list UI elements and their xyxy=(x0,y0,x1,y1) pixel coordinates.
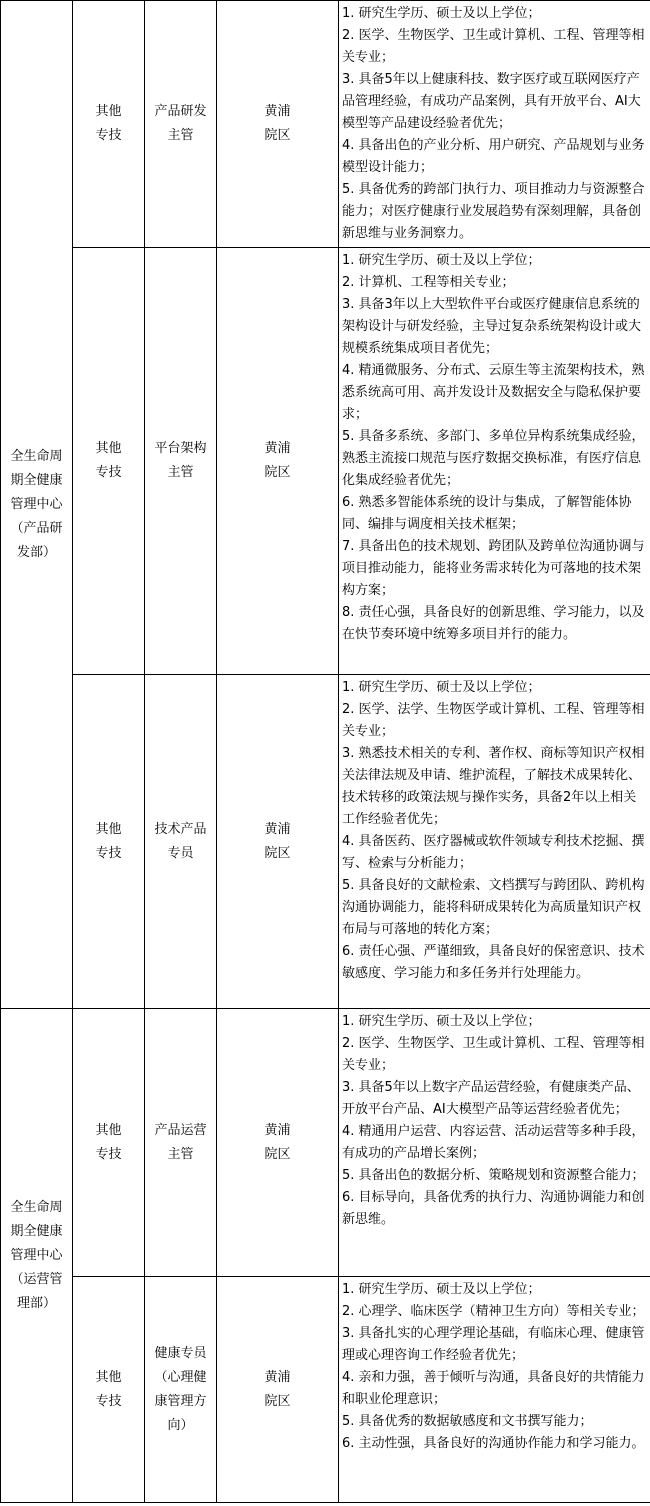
requirement-item: 1. 研究生学历、硕士及以上学位； xyxy=(342,253,541,268)
requirement-item: 3. 熟悉技术相关的专利、著作权、商标等知识产权相关法律法规及申请、维护流程，了解技术成果转化、技术转移的政策法规与操作实务，具备2年以上相关工作经验者优先； xyxy=(342,746,645,827)
requirement-item: 6. 主动性强，具备良好的沟通协作能力和学习能力。 xyxy=(342,1436,645,1451)
requirement-item: 4. 精通微服务、分布式、云原生等主流架构技术，熟悉系统高可用、高并发设计及数据安全与隐私保护要求； xyxy=(342,363,645,422)
requirement-item: 3. 具备3年以上大型软件平台或医疗健康信息系统的架构设计与研发经验，主导过复杂系统架构设计或大规模系统集成项目者优先； xyxy=(342,297,642,356)
requirement-item: 5. 具备出色的数据分析、策略规划和资源整合能力； xyxy=(342,1168,645,1183)
requirement-item: 7. 具备出色的技术规划、跨团队及跨单位沟通协调与项目推动能力，能将业务需求转化为可落地的技术架构方案； xyxy=(342,539,645,598)
requirement-item: 8. 责任心强，具备良好的创新思维、学习能力，以及在快节奏环境中统筹多项目并行的能力。 xyxy=(342,605,645,642)
location-cell: 黄浦 院区 xyxy=(217,1,339,248)
position-title-cell: 健康专员 （心理健 康管理方 向） xyxy=(145,1277,217,1503)
requirement-item: 4. 精通用户运营、内容运营、活动运营等多种手段，有成功的产品增长案例； xyxy=(342,1124,645,1161)
table-row xyxy=(1,1,650,248)
table-row xyxy=(1,675,650,1009)
requirement-item: 1. 研究生学历、硕士及以上学位； xyxy=(342,680,541,695)
category-cell: 其他 专技 xyxy=(73,1277,145,1503)
category-cell: 其他 专技 xyxy=(73,248,145,675)
location-cell: 黄浦 院区 xyxy=(217,248,339,675)
table-row xyxy=(1,248,650,675)
position-title-cell: 平台架构 主管 xyxy=(145,248,217,675)
requirement-item: 2. 心理学、临床医学（精神卫生方向）等相关专业； xyxy=(342,1304,645,1319)
requirement-item: 5. 具备优秀的数据敏感度和文书撰写能力； xyxy=(342,1414,593,1429)
requirement-item: 5. 具备良好的文献检索、文档撰写与跨团队、跨机构沟通协调能力，能将科研成果转化为高质量知识产权布局与可落地的转化方案； xyxy=(342,878,645,937)
requirement-item: 4. 具备出色的产业分析、用户研究、产品规划与业务模型设计能力； xyxy=(342,138,645,175)
requirements-cell xyxy=(339,1009,650,1277)
requirements-cell xyxy=(339,1,650,248)
requirement-item: 2. 医学、生物医学、卫生或计算机、工程、管理等相关专业； xyxy=(342,1036,645,1073)
requirement-item: 3. 具备5年以上健康科技、数字医疗或互联网医疗产品管理经验，有成功产品案例，具有开放平台、AI大模型等产品建设经验者优先； xyxy=(342,72,641,131)
requirement-item: 2. 计算机、工程等相关专业； xyxy=(342,275,515,290)
requirement-item: 2. 医学、法学、生物医学或计算机、工程、管理等相关专业； xyxy=(342,702,645,739)
requirement-item: 5. 具备多系统、多部门、多单位异构系统集成经验，熟悉主流接口规范与医疗数据交换标准，有医疗信息化集成经验者优先； xyxy=(342,429,645,488)
requirement-item: 4. 具备医药、医疗器械或软件领域专利技术挖掘、撰写、检索与分析能力； xyxy=(342,834,645,871)
location-cell: 黄浦 院区 xyxy=(217,1009,339,1277)
requirement-item: 6. 熟悉多智能体系统的设计与集成，了解智能体协同、编排与调度相关技术框架； xyxy=(342,495,632,532)
department-cell: 全生命周 期全健康 管理中心 （产品研 发部） xyxy=(1,1,73,1009)
department-cell: 全生命周 期全健康 管理中心 （运营管 理部） xyxy=(1,1009,73,1503)
category-cell: 其他 专技 xyxy=(73,1,145,248)
requirement-item: 6. 责任心强、严谨细致，具备良好的保密意识、技术敏感度、学习能力和多任务并行处理能力。 xyxy=(342,944,645,981)
position-title-cell: 产品研发 主管 xyxy=(145,1,217,248)
requirement-item: 2. 医学、生物医学、卫生或计算机、工程、管理等相关专业； xyxy=(342,28,645,65)
requirement-item: 1. 研究生学历、硕士及以上学位； xyxy=(342,1282,541,1297)
location-cell: 黄浦 院区 xyxy=(217,675,339,1009)
requirement-item: 3. 具备5年以上数字产品运营经验，有健康类产品、开放平台产品、AI大模型产品等运营经验者优先； xyxy=(342,1080,640,1117)
requirement-item: 6. 目标导向，具备优秀的执行力、沟通协调能力和创新思维。 xyxy=(342,1190,645,1227)
requirement-item: 4. 亲和力强，善于倾听与沟通，具备良好的共情能力和职业伦理意识； xyxy=(342,1370,645,1407)
category-cell: 其他 专技 xyxy=(73,1009,145,1277)
category-cell: 其他 专技 xyxy=(73,675,145,1009)
requirements-cell xyxy=(339,1277,650,1503)
table-row xyxy=(1,1009,650,1277)
requirement-item: 5. 具备优秀的跨部门执行力、项目推动力与资源整合能力；对医疗健康行业发展趋势有深刻理解，具备创新思维与业务洞察力。 xyxy=(342,182,645,241)
location-cell: 黄浦 院区 xyxy=(217,1277,339,1503)
requirement-item: 3. 具备扎实的心理学理论基础，有临床心理、健康管理或心理咨询工作经验者优先； xyxy=(342,1326,645,1363)
requirements-cell xyxy=(339,675,650,1009)
table-row xyxy=(1,1277,650,1503)
position-title-cell: 技术产品 专员 xyxy=(145,675,217,1009)
requirement-item: 1. 研究生学历、硕士及以上学位； xyxy=(342,1014,541,1029)
position-title-cell: 产品运营 主管 xyxy=(145,1009,217,1277)
requirements-cell xyxy=(339,248,650,675)
requirement-item: 1. 研究生学历、硕士及以上学位； xyxy=(342,6,541,21)
